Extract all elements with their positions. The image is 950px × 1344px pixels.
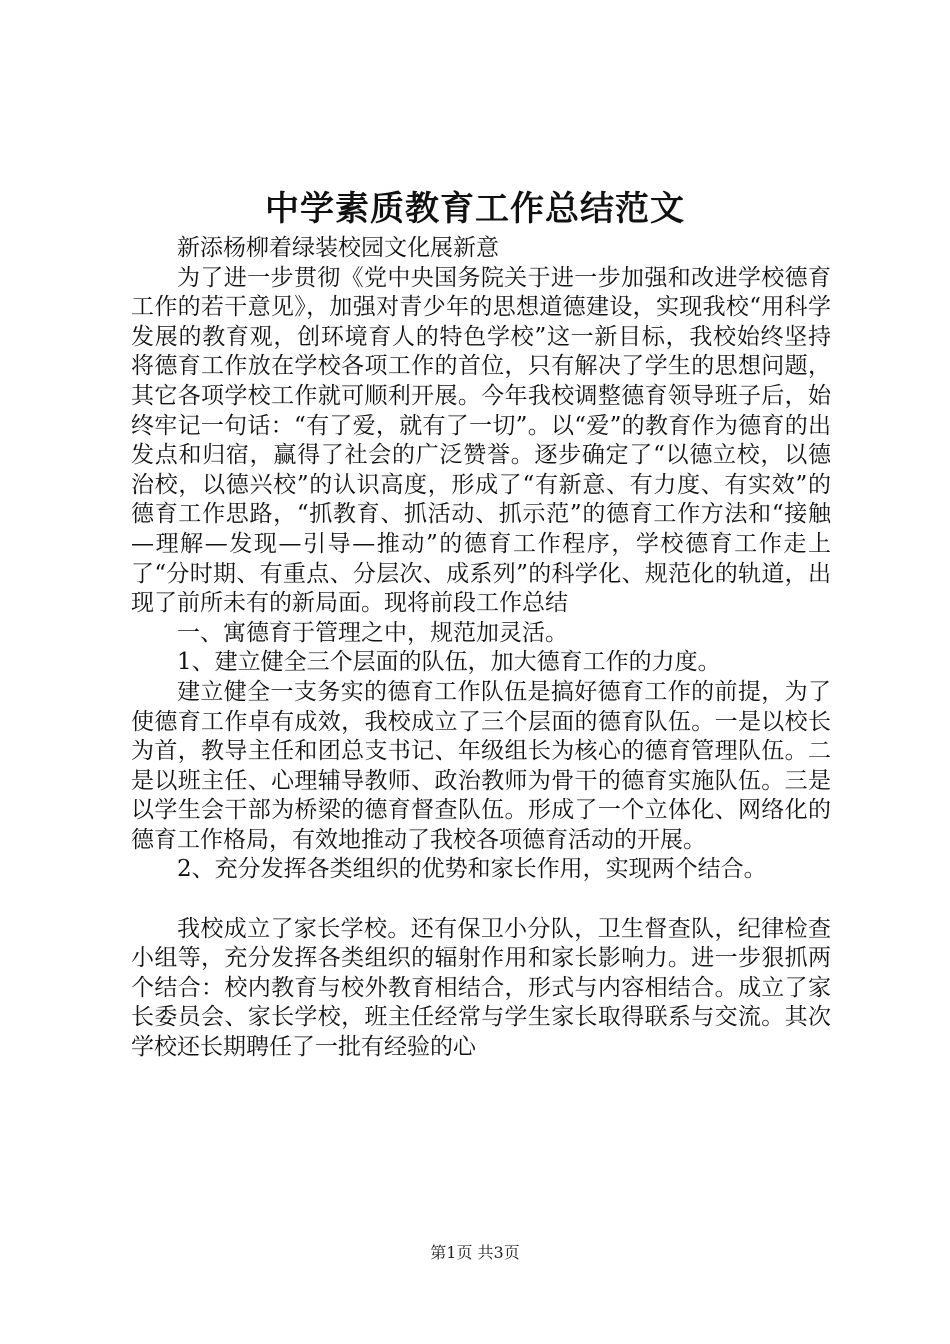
document-body xyxy=(131,234,831,1063)
intro-paragraph: 为了进一步贯彻《党中央国务院关于进一步加强和改进学校德育工作的若干意见》，加强对青少年的思想道德建设，实现我校“用科学发展的教育观，创环境育人的特色学校”这一新目标，我校始终坚持将德育工作放在学校各项工作的首位，只有解决了学生的思想问题，其它各项学校工作就可顺利开展。今年我校调整德育领导班子后，始终牢记一句话：“有了爱，就有了一切”。以“爱”的教育作为德育的出发点和归宿，赢得了社会的广泛赞誉。逐步确定了“以德立校，以德治校，以德兴校”的认识高度，形成了“有新意、有力度、有实效”的德育工作思路，“抓教育、抓活动、抓示范”的德育工作方法和“接触—理解—发现—引导—推动”的德育工作程序，学校德育工作走上了“分时期、有重点、分层次、成系列”的科学化、规范化的轨道，出现了前所未有的新局面。现将前段工作总结 xyxy=(131,264,831,617)
body-paragraph: 我校成立了家长学校。还有保卫小分队，卫生督查队，纪律检查小组等，充分发挥各类组织的辐射作用和家长影响力。进一步狠抓两个结合：校内教育与校外教育相结合，形式与内容相结合。成立了家长委员会、家长学校，班主任经常与学生家长取得联系与交流。其次学校还长期聘任了一批有经验的心 xyxy=(131,915,831,1061)
page-footer: 第1页 共3页 xyxy=(430,1243,520,1262)
subtitle-paragraph: 新添杨柳着绿装校园文化展新意 xyxy=(177,235,499,261)
section-heading-1: 一、寓德育于管理之中，规范加灵活。 xyxy=(177,619,568,646)
subsection-heading-2: 2、充分发挥各类组织的优势和家长作用，实现两个结合。 xyxy=(177,856,767,883)
body-paragraph: 建立健全一支务实的德育工作队伍是搞好德育工作的前提，为了使德育工作卓有成效，我校成立了三个层面的德育队伍。一是以校长为首，教导主任和团总支书记、年级组长为核心的德育管理队伍。二是以班主任、心理辅导教师、政治教师为骨干的德育实施队伍。三是以学生会干部为桥梁的德育督查队伍。形成了一个立体化、网络化的德育工作格局，有效地推动了我校各项德育活动的开展。 xyxy=(131,678,831,853)
subsection-heading-1: 1、建立健全三个层面的队伍，加大德育工作的力度。 xyxy=(177,649,721,676)
document-title: 中学素质教育工作总结范文 xyxy=(265,189,685,229)
